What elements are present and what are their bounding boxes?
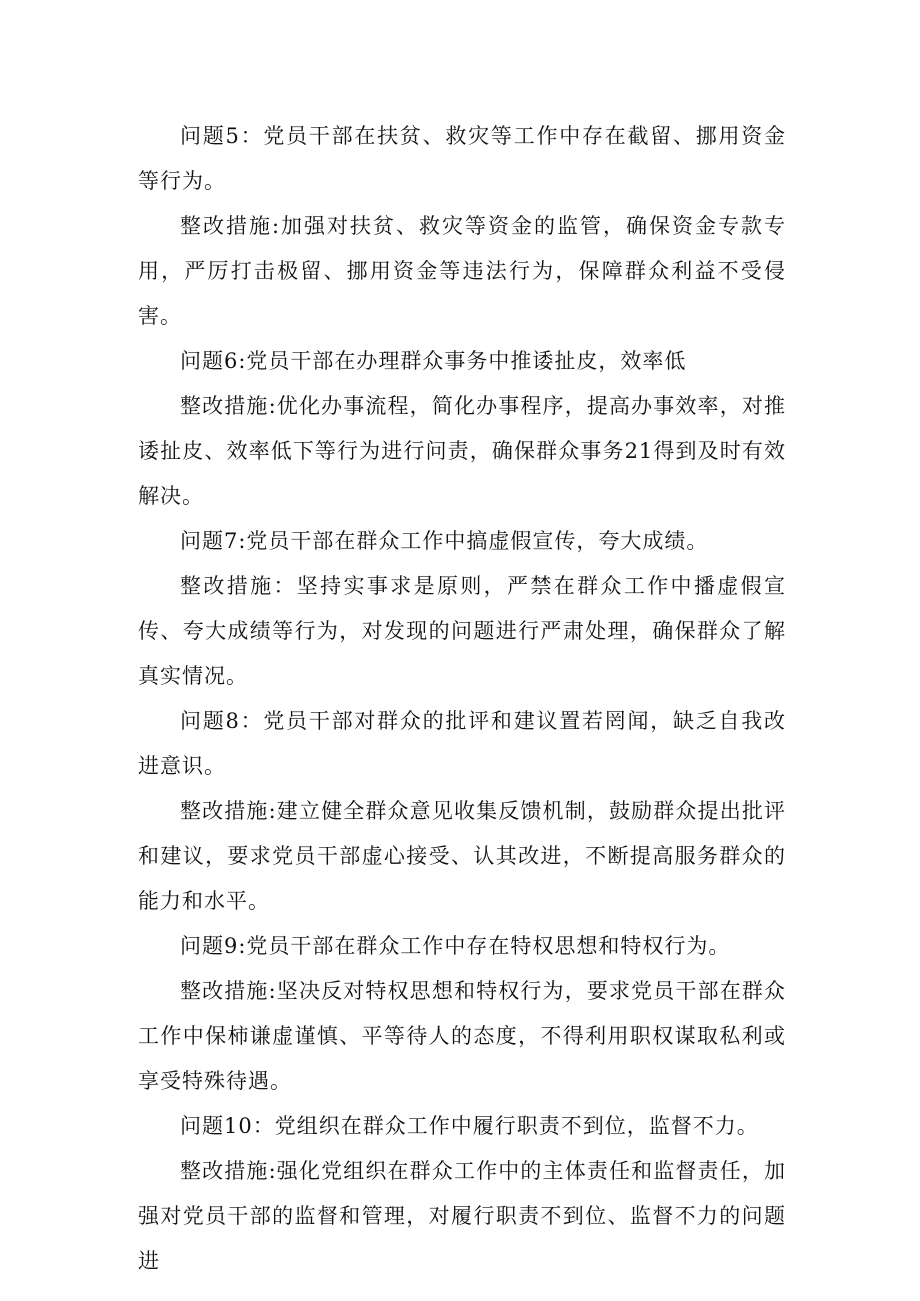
paragraph-issue-8: 问题8：党员干部对群众的批评和建议置若罔闻，缺乏自我改进意识。 <box>138 709 786 778</box>
paragraph-issue-10: 问题10：党组织在群众工作中履行职责不到位，监督不力。 <box>180 1114 759 1138</box>
paragraph-issue-5: 问题5：党员干部在扶贫、救灾等工作中存在截留、挪用资金等行为。 <box>138 124 786 193</box>
paragraph-measure-6: 整改措施:优化办事流程，简化办事程序，提高办事效率，对推诿扯皮、效率低下等行为进行问责，确保群众事务21得到及时有效解决。 <box>138 394 786 508</box>
paragraph-issue-9: 问题9:党员干部在群众工作中存在特权思想和特权行为。 <box>180 934 731 958</box>
paragraph-measure-9: 整改措施:坚决反对特权思想和特权行为，要求党员干部在群众工作中保柿谦虚谨慎、平等待人的态度，不得利用职权谋取私利或享受特殊待遇。 <box>138 979 786 1093</box>
paragraph-measure-7: 整改措施：坚持实事求是原则，严禁在群众工作中播虚假宣传、夸大成绩等行为，对发现的问题进行严肃处理，确保群众了解真实情况。 <box>138 574 786 688</box>
paragraph-issue-7: 问题7:党员干部在群众工作中搞虚假宣传，夸大成绩。 <box>180 529 709 553</box>
paragraph-measure-8: 整改措施:建立健全群众意见收集反馈机制，鼓励群众提出批评和建议，要求党员干部虚心接受、认其改进，不断提高服务群众的能力和水平。 <box>138 799 786 913</box>
document-body <box>138 114 786 1284</box>
paragraph-measure-5: 整改措施:加强对扶贫、救灾等资金的监管，确保资金专款专用，严厉打击极留、挪用资金等违法行为，保障群众利益不受侵害。 <box>138 214 786 328</box>
paragraph-issue-6: 问题6:党员干部在办理群众事务中推诿扯皮，效率低 <box>180 349 687 373</box>
paragraph-measure-10: 整改措施:强化党组织在群众工作中的主体责任和监督责任，加强对党员干部的监督和管理，对履行职责不到位、监督不力的问题进 <box>138 1159 786 1273</box>
